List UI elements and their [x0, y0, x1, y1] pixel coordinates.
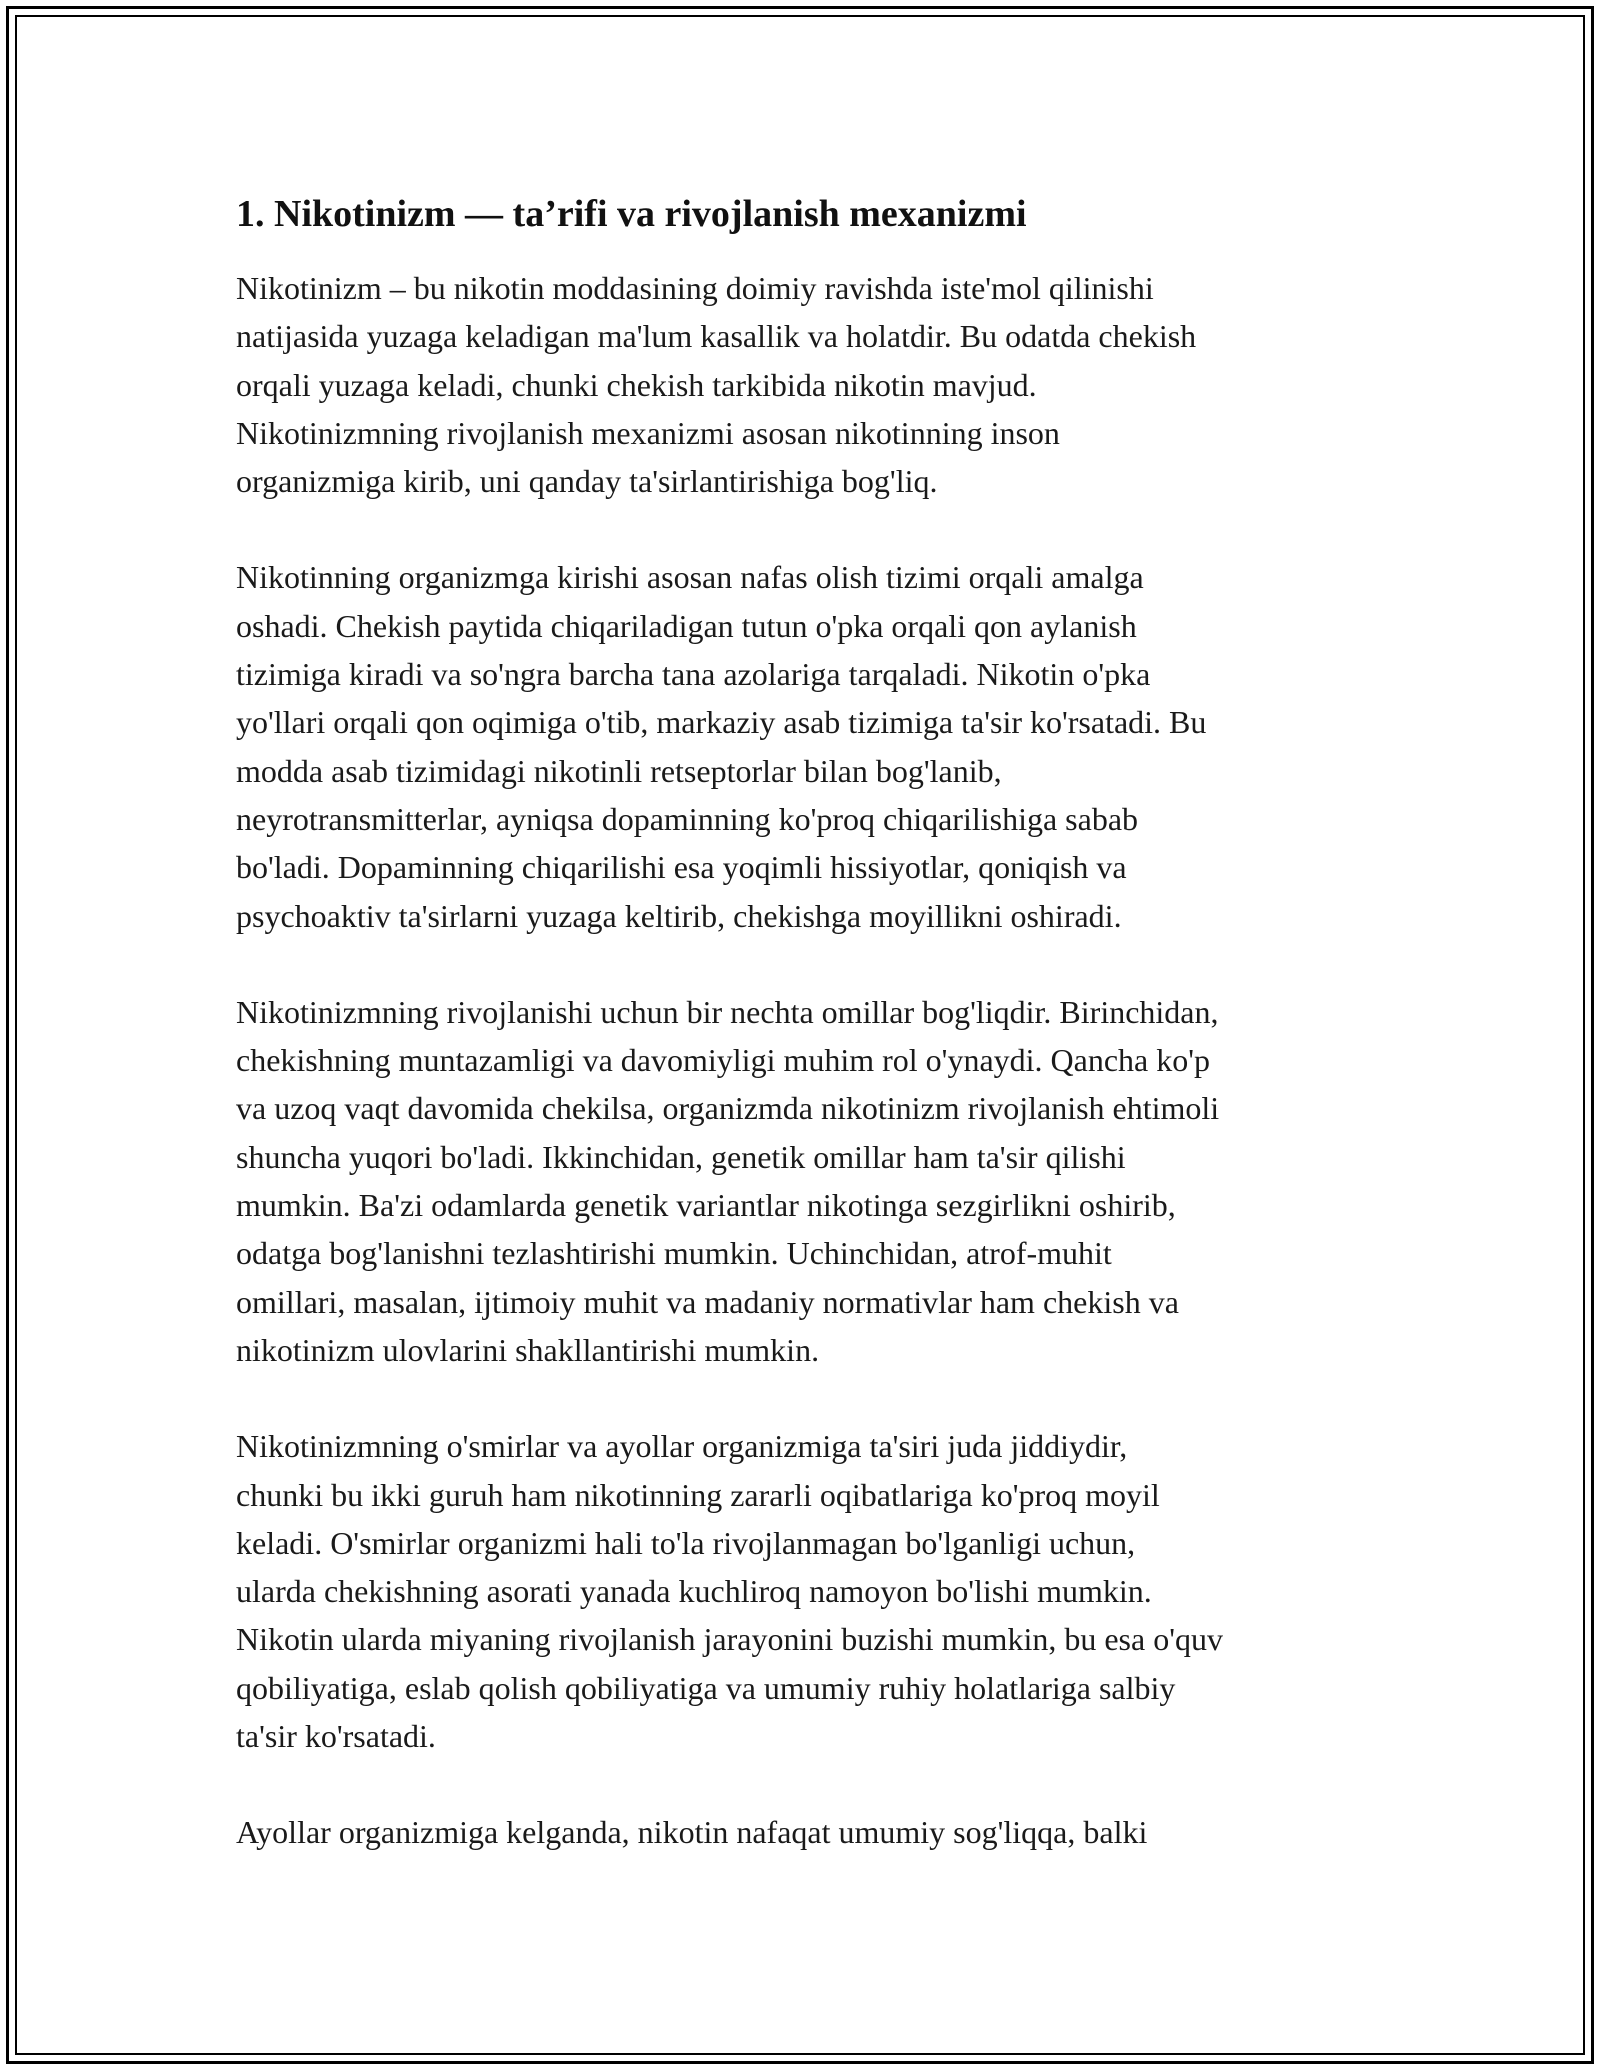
paragraph-entry-mechanism: Nikotinning organizmga kirishi asosan nafas olish tizimi orqali amalga oshadi. Chekish paytida chiqariladigan tutun o'pka orqali qon aylanish tizimiga kiradi va so'ngra barcha tana azolariga tarqaladi. Nikotin o'pka yo'llari orqali qon oqimiga o'tib, markaziy asab tizimiga ta'sir ko'rsatadi. Bu modda asab tizimidagi nikotinli retseptorlar bilan bog'lanib, neyrotransmitterlar, ayniqsa dopaminning ko'proq chiqarilishiga sabab bo'ladi. Dopaminning chiqarilishi esa yoqimli hissiyotlar, qoniqish va psychoaktiv ta'sirlarni yuzaga keltirib, chekishga moyillikni oshiradi. — [236, 559, 1207, 934]
document-body — [236, 186, 1376, 1905]
paragraph-definition: Nikotinizm – bu nikotin moddasining doimiy ravishda iste'mol qilinishi natijasida yuzaga keladigan ma'lum kasallik va holatdir. Bu odatda chekish orqali yuzaga keladi, chunki chekish tarkibida nikotin mavjud. Nikotinizmning rivojlanish mexanizmi asosan nikotinning inson organizmiga kirib, uni qanday ta'sirlantirishiga bog'liq. — [236, 270, 1197, 500]
section-heading: 1. Nikotinizm — ta’rifi va rivojlanish mexanizmi — [236, 193, 1027, 235]
paragraph-adolescents: Nikotinizmning o'smirlar va ayollar organizmiga ta'siri juda jiddiydir, chunki bu ikki guruh ham nikotinning zararli oqibatlariga ko'proq moyil keladi. O'smirlar organizmi hali to'la rivojlanmagan bo'lganligi uchun, ularda chekishning asorati yanada kuchliroq namoyon bo'lishi mumkin. Nikotin ularda miyaning rivojlanish jarayonini buzishi mumkin, bu esa o'quv qobiliyatiga, eslab qolish qobiliyatiga va umumiy ruhiy holatlariga salbiy ta'sir ko'rsatadi. — [236, 1428, 1223, 1755]
paragraph-risk-factors: Nikotinizmning rivojlanishi uchun bir nechta omillar bog'liqdir. Birinchidan, chekishning muntazamligi va davomiyligi muhim rol o'ynaydi. Qancha ko'p va uzoq vaqt davomida chekilsa, organizmda nikotinizm rivojlanish ehtimoli shuncha yuqori bo'ladi. Ikkinchidan, genetik omillar ham ta'sir qilishi mumkin. Ba'zi odamlarda genetik variantlar nikotinga sezgirlikni oshirib, odatga bog'lanishni tezlashtirishi mumkin. Uchinchidan, atrof-muhit omillari, masalan, ijtimoiy muhit va madaniy normativlar ham chekish va nikotinizm ulovlarini shakllantirishi mumkin. — [236, 993, 1220, 1368]
paragraph-women: Ayollar organizmiga kelganda, nikotin nafaqat umumiy sog'liqqa, balki — [236, 1814, 1148, 1851]
